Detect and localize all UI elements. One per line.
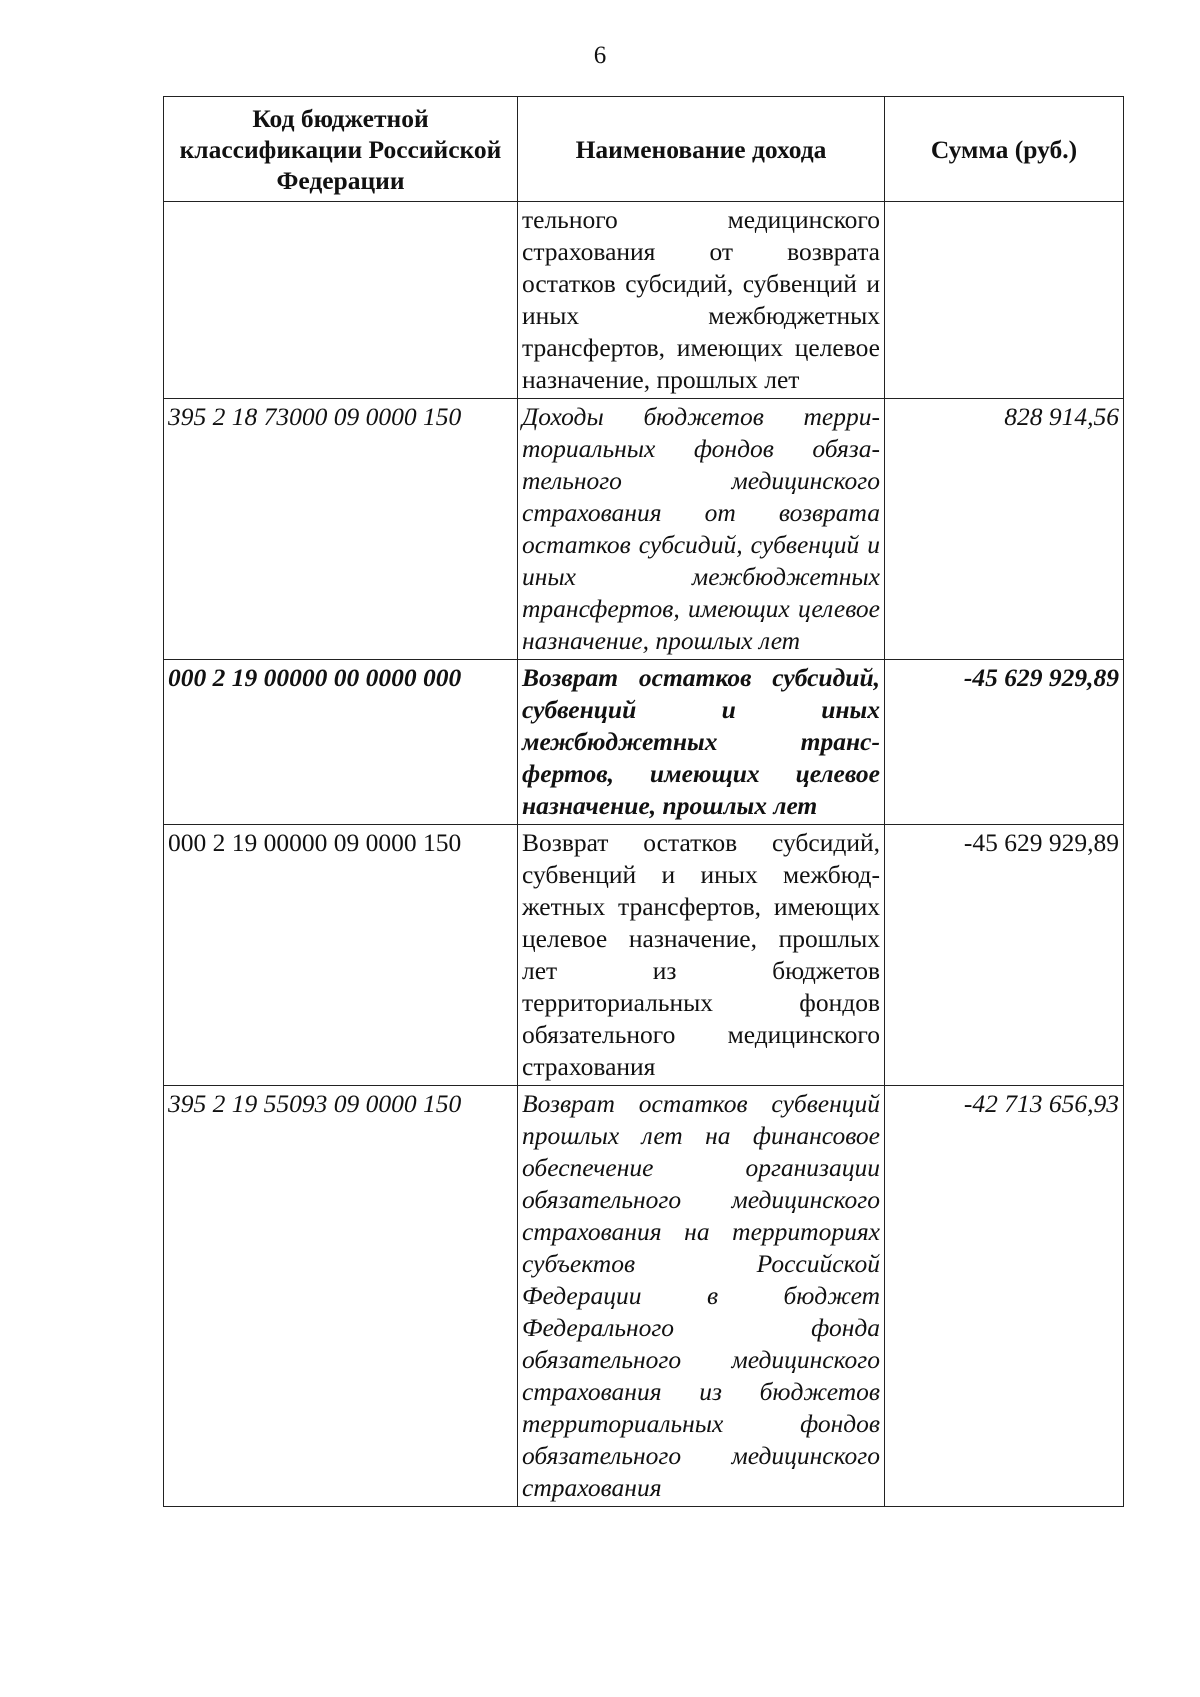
row-name: Возврат остатков субсидий, субвенций и иных межбюджетных трансфертов, имеющих целевое назначение, прошлых лет [518, 660, 885, 825]
page-number: 6 [593, 42, 607, 69]
row-sum [885, 202, 1124, 399]
row-code: 395 2 18 73000 09 0000 150 [164, 399, 518, 660]
row-code: 395 2 19 55093 09 0000 150 [164, 1086, 518, 1507]
table-header-row [164, 97, 1124, 202]
table-row [164, 1086, 1124, 1507]
row-name: Возврат остатков субвенций прошлых лет на финансовое обеспечение организации обязательного медицинского страхования на территориях субъектов Российской Федерации в бюджет Федерального фонда обязательного медицинского страхования из бюджетов территориальных фондов обязательного медицинского страхования [518, 1086, 885, 1507]
row-code: 000 2 19 00000 00 0000 000 [164, 660, 518, 825]
table-row [164, 660, 1124, 825]
table-row [164, 202, 1124, 399]
revenue-table [163, 96, 1124, 1507]
row-code: 000 2 19 00000 09 0000 150 [164, 825, 518, 1086]
row-name: Возврат остатков субсидий, субвенций и иных межбюджетных трансфертов, имеющих целевое назначение, прошлых лет из бюджетов территориальных фондов обязательного медицинского страхования [518, 825, 885, 1086]
table-row [164, 399, 1124, 660]
row-code [164, 202, 518, 399]
header-sum: Сумма (руб.) [885, 97, 1124, 202]
row-name: тельного медицинского страхования от возврата остатков субсидий, субвенций и иных межбюджетных трансфертов, имеющих целевое назначение, прошлых лет [518, 202, 885, 399]
header-name: Наименование дохода [518, 97, 885, 202]
row-sum: 828 914,56 [885, 399, 1124, 660]
row-sum: -42 713 656,93 [885, 1086, 1124, 1507]
row-name: Доходы бюджетов территориальных фондов обязательного медицинского страхования от возврата остатков субсидий, субвенций и иных межбюджетных трансфертов, имеющих целевое назначение, прошлых лет [518, 399, 885, 660]
header-code: Код бюджетной классификации Российской Федерации [164, 97, 518, 202]
table-row [164, 825, 1124, 1086]
row-sum: -45 629 929,89 [885, 825, 1124, 1086]
row-sum: -45 629 929,89 [885, 660, 1124, 825]
